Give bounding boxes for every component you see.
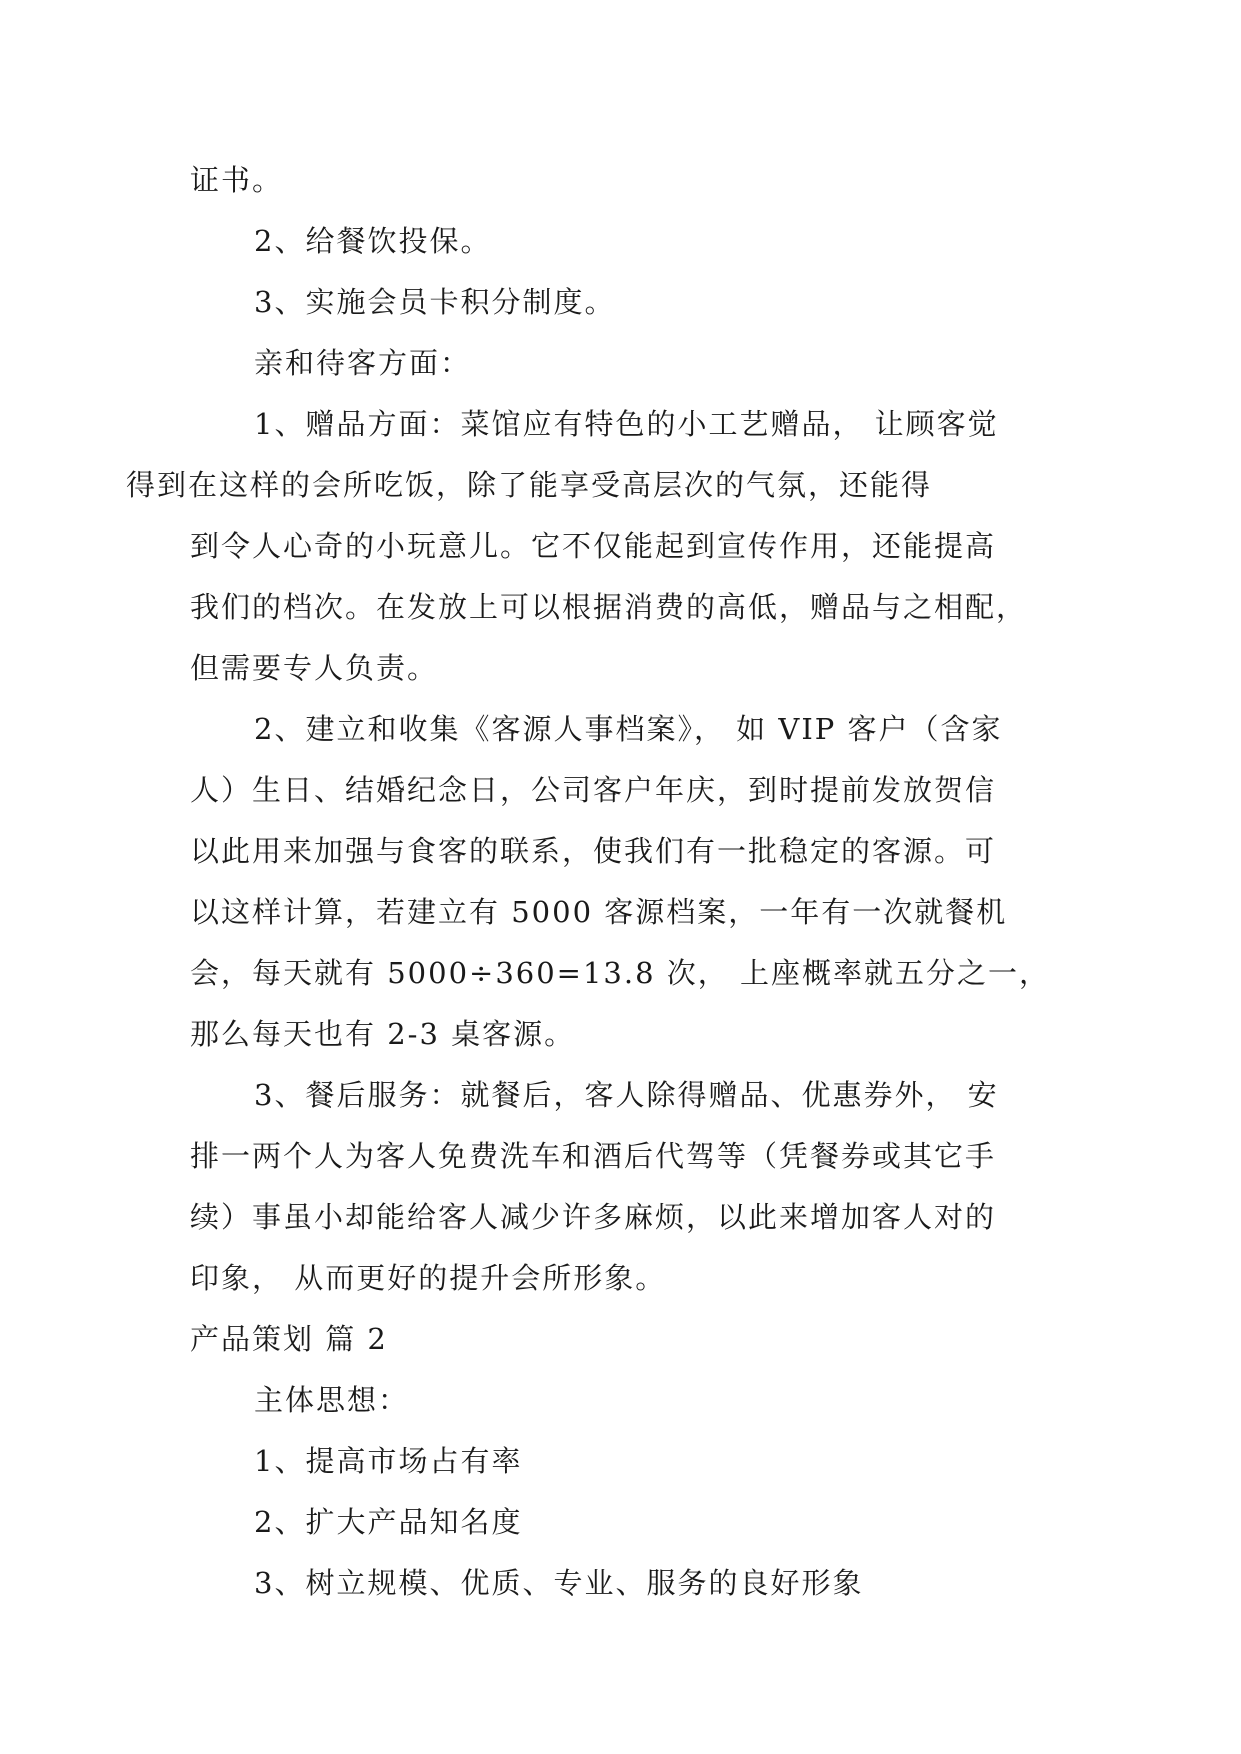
section-heading-hospitality: 亲和待客方面：: [254, 346, 472, 380]
paragraph-gifts: [126, 394, 1052, 699]
paragraph-line: 2、建立和收集《客源人事档案》， 如 VIP 客户（含家: [254, 712, 1003, 746]
paragraph-line: 那么每天也有 2-3 桌客源。: [190, 1017, 576, 1051]
paragraph-line: 以这样计算，若建立有 5000 客源档案，一年有一次就餐机: [190, 895, 1008, 929]
section-title-product-planning-2: 产品策划 篇 2: [190, 1322, 388, 1356]
paragraph-line: 1、赠品方面：菜馆应有特色的小工艺赠品， 让顾客觉: [254, 407, 999, 441]
list-item-market-share: 1、提高市场占有率: [254, 1444, 523, 1478]
section-heading-main-idea: 主体思想：: [254, 1383, 410, 1417]
paragraph-line: 以此用来加强与食客的联系，使我们有一批稳定的客源。可: [190, 834, 997, 868]
paragraph-line: 续）事虽小却能给客人减少许多麻烦，以此来增加客人对的: [190, 1200, 997, 1234]
paragraph-line: 3、餐后服务：就餐后，客人除得赠品、优惠券外， 安: [254, 1078, 999, 1112]
paragraph-line: 会，每天就有 5000÷360=13.8 次， 上座概率就五分之一，: [190, 956, 1050, 990]
paragraph-certificate-end: 证书。: [190, 163, 284, 197]
list-item-catering-insurance: 2、给餐饮投保。: [254, 224, 492, 258]
paragraph-line: 印象， 从而更好的提升会所形象。: [190, 1261, 667, 1295]
paragraph-line: 人）生日、结婚纪念日，公司客户年庆，到时提前发放贺信: [190, 773, 997, 807]
list-item-brand-awareness: 2、扩大产品知名度: [254, 1505, 523, 1539]
paragraph-line: 排一两个人为客人免费洗车和酒后代驾等（凭餐券或其它手: [190, 1139, 997, 1173]
list-item-membership-points: 3、实施会员卡积分制度。: [254, 285, 616, 319]
paragraph-customer-archive: [190, 699, 1052, 1065]
paragraph-line: 得到在这样的会所吃饭，除了能享受高层次的气氛，还能得: [126, 468, 933, 502]
paragraph-line: 我们的档次。在发放上可以根据消费的高低，赠品与之相配，: [190, 590, 1028, 624]
document-body: [126, 150, 1052, 1614]
paragraph-line: 到令人心奇的小玩意儿。它不仅能起到宣传作用，还能提高: [190, 529, 997, 563]
paragraph-line: 但需要专人负责。: [190, 651, 439, 685]
list-item-good-image: 3、树立规模、优质、专业、服务的良好形象: [254, 1566, 864, 1600]
paragraph-after-meal-service: [190, 1065, 1052, 1309]
